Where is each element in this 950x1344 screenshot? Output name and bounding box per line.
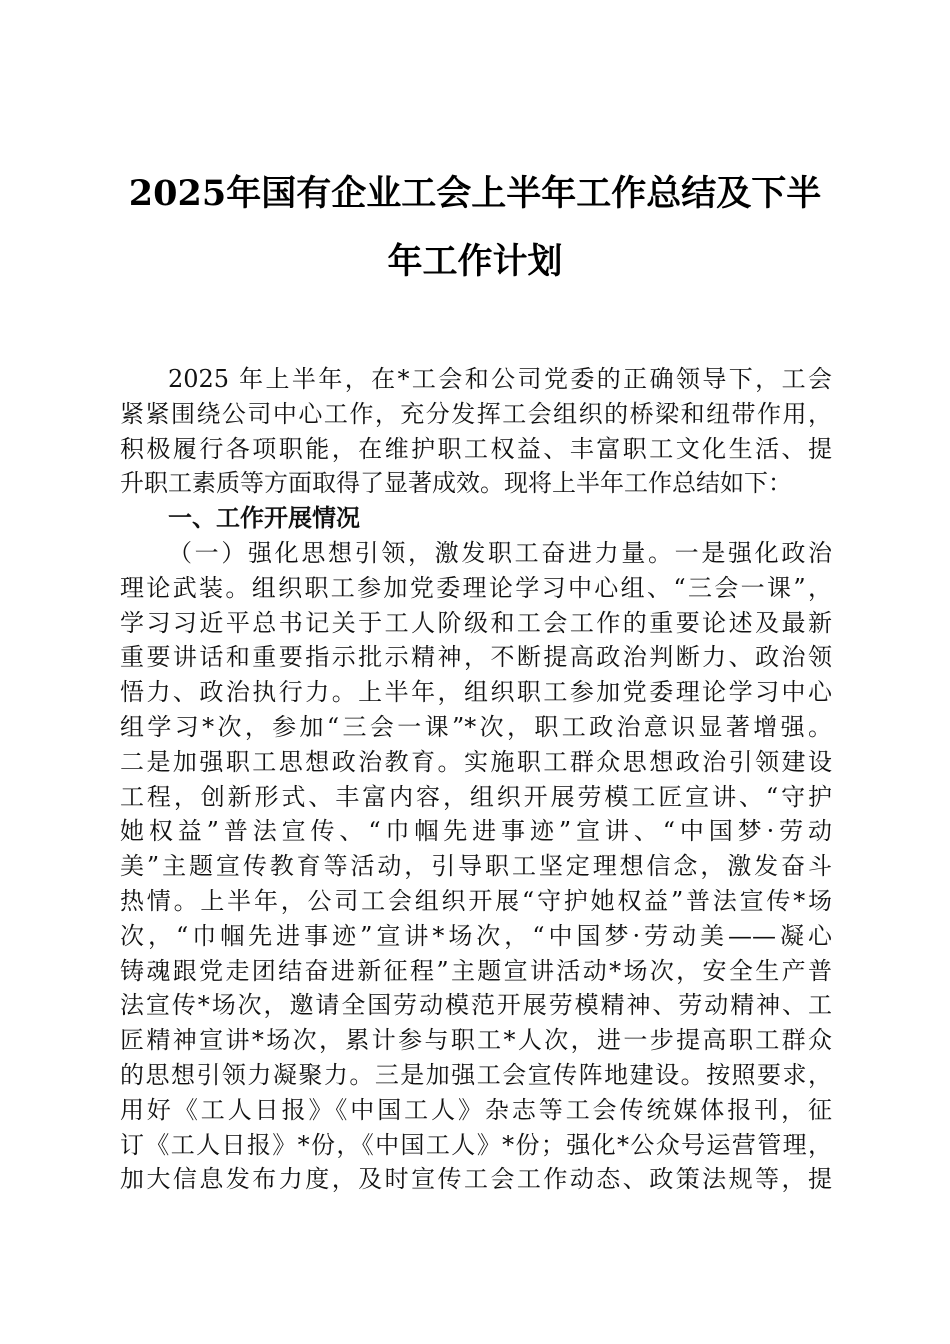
paragraph-line: 法宣传*场次，邀请全国劳动模范开展劳模精神、劳动精神、工 — [120, 991, 832, 1020]
paragraph-line: 热情。上半年，公司工会组织开展“守护她权益”普法宣传*场 — [120, 886, 832, 915]
paragraph-line: 她权益”普法宣传、“巾帼先进事迹”宣讲、“中国梦·劳动 — [120, 817, 832, 846]
paragraph-line: （一）强化思想引领，激发职工奋进力量。一是强化政治 — [168, 538, 832, 567]
section-heading: 一、工作开展情况 — [168, 504, 360, 533]
paragraph-line: 悟力、政治执行力。上半年，组织职工参加党委理论学习中心 — [120, 678, 832, 707]
paragraph-line: 铸魂跟党走团结奋进新征程”主题宣讲活动*场次，安全生产普 — [120, 956, 832, 985]
paragraph-line: 学习习近平总书记关于工人阶级和工会工作的重要论述及最新 — [120, 608, 832, 637]
paragraph-line: 工程，创新形式、丰富内容，组织开展劳模工匠宣讲、“守护 — [120, 782, 832, 811]
paragraph-line: 理论武装。组织职工参加党委理论学习中心组、“三会一课”， — [120, 573, 832, 602]
paragraph-line: 美”主题宣传教育等活动，引导职工坚定理想信念，激发奋斗 — [120, 852, 832, 881]
document-title-line-2: 年工作计划 — [387, 241, 563, 282]
intro-line: 紧紧围绕公司中心工作，充分发挥工会组织的桥梁和纽带作用， — [120, 399, 832, 428]
paragraph-line: 订《工人日报》*份，《中国工人》*份；强化*公众号运营管理， — [120, 1130, 832, 1159]
document-body — [120, 362, 832, 1197]
paragraph-line: 匠精神宣讲*场次，累计参与职工*人次，进一步提高职工群众 — [120, 1026, 832, 1055]
intro-line: 升职工素质等方面取得了显著成效。现将上半年工作总结如下： — [120, 469, 792, 498]
paragraph-line: 次，“巾帼先进事迹”宣讲*场次，“中国梦·劳动美——凝心 — [120, 921, 832, 950]
paragraph-line: 重要讲话和重要指示批示精神，不断提高政治判断力、政治领 — [120, 643, 832, 672]
paragraph-line: 的思想引领力凝聚力。三是加强工会宣传阵地建设。按照要求， — [120, 1060, 832, 1089]
paragraph-line: 组学习*次，参加“三会一课”*次，职工政治意识显著增强。 — [120, 712, 832, 741]
paragraph-line: 二是加强职工思想政治教育。实施职工群众思想政治引领建设 — [120, 747, 832, 776]
intro-line: 2025 年上半年，在*工会和公司党委的正确领导下，工会 — [168, 365, 832, 393]
paragraph-line: 加大信息发布力度，及时宣传工会工作动态、政策法规等，提 — [120, 1165, 832, 1194]
document-title-line-1: 2025年国有企业工会上半年工作总结及下半 — [128, 173, 822, 214]
intro-line: 积极履行各项职能，在维护职工权益、丰富职工文化生活、提 — [120, 434, 832, 463]
paragraph-line: 用好《工人日报》《中国工人》杂志等工会传统媒体报刊，征 — [120, 1095, 832, 1124]
